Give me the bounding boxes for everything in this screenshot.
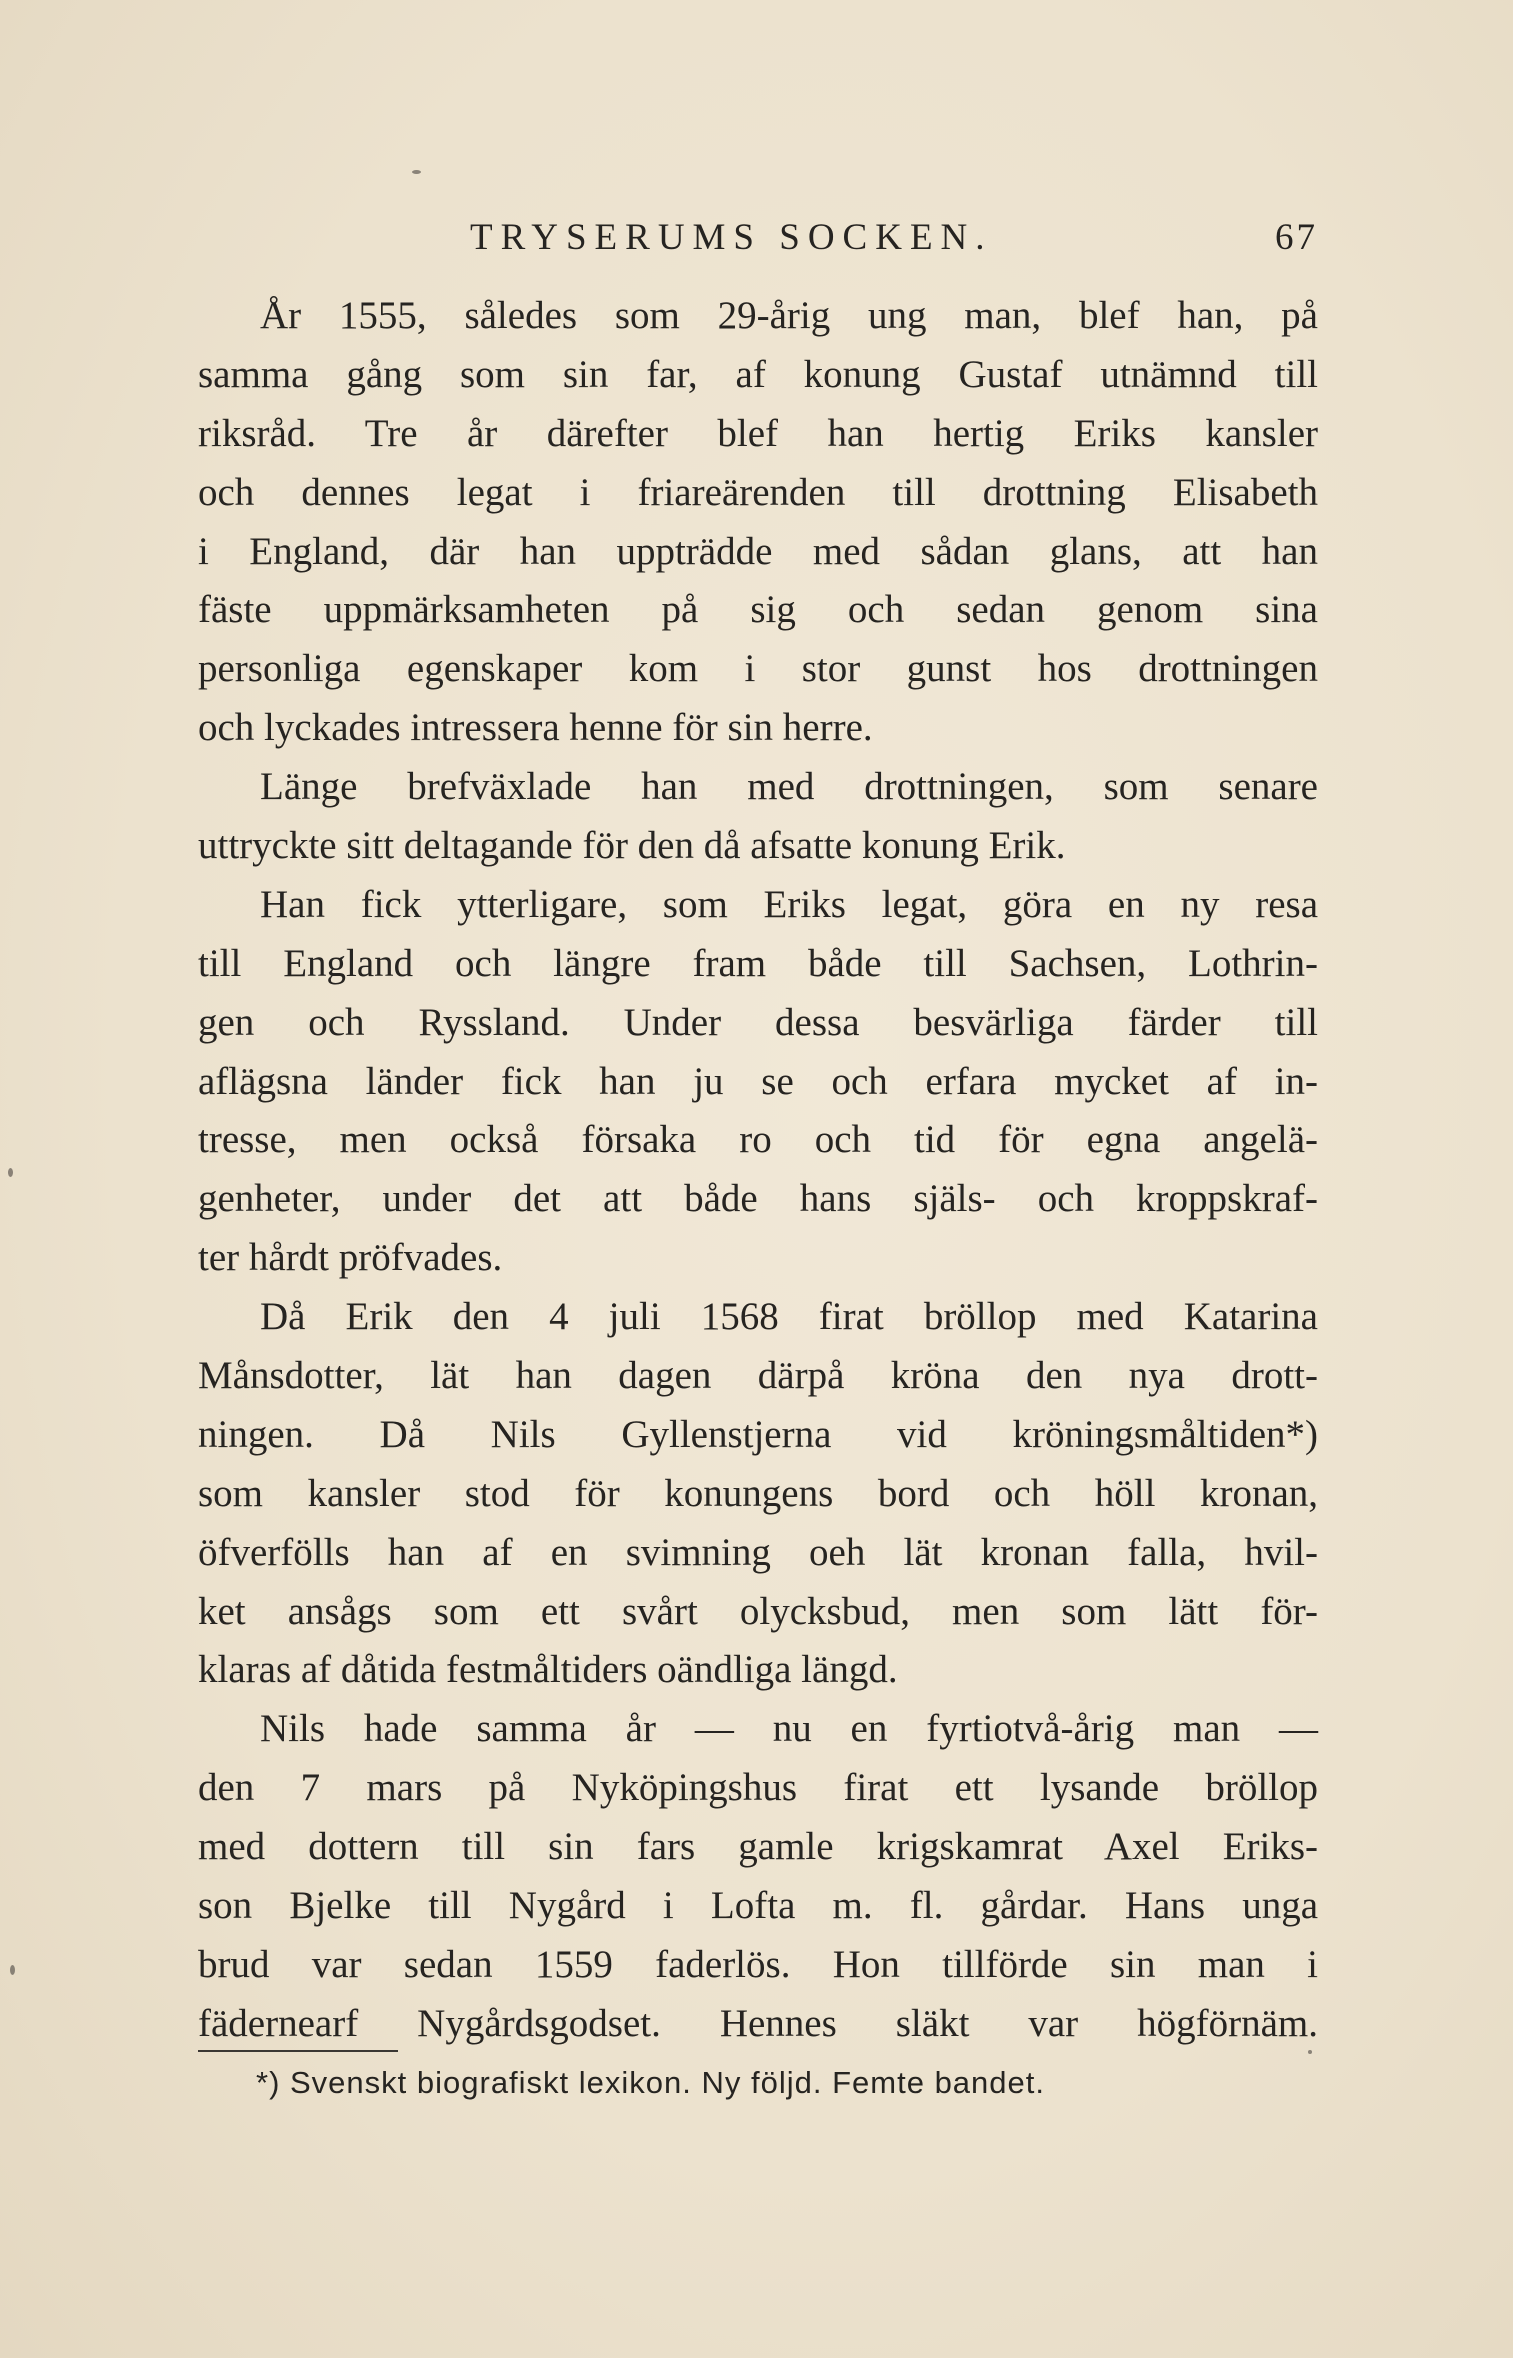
text-line: riksråd. Tre år därefter blef han hertig Eriks kansler — [198, 411, 1318, 455]
text-line: som kansler stod för konungens bord och höll kronan, — [198, 1471, 1318, 1515]
text-line: Månsdotter, lät han dagen därpå kröna den nya drott- — [198, 1354, 1318, 1398]
paper-speck — [10, 1965, 15, 1975]
text-line: tresse, men också försaka ro och tid för egna angelä- — [198, 1118, 1318, 1162]
text-line: År 1555, således som 29-årig ung man, blef han, på — [260, 294, 1318, 337]
running-head-title: TRYSERUMS SOCKEN. — [470, 217, 993, 258]
text-line: i England, där han uppträdde med sådan glans, att han — [198, 529, 1318, 573]
text-line: brud var sedan 1559 faderlös. Hon tillförde sin man i — [198, 1942, 1318, 1986]
text-line: Han fick ytterligare, som Eriks legat, göra en ny resa — [260, 882, 1318, 926]
paper-speck — [1308, 2050, 1312, 2054]
text-line: genheter, under det att både hans själs- och kroppskraf- — [198, 1177, 1318, 1221]
text-line: fädernearf Nygårdsgodset. Hennes släkt var högförnäm. — [198, 2001, 1318, 2045]
footnote-rule — [198, 2050, 398, 2052]
text-line: till England och längre fram både till Sachsen, Lothrin- — [198, 941, 1318, 985]
text-line: klaras af dåtida festmåltiders oändliga längd. — [198, 1648, 898, 1692]
page-number: 67 — [1275, 217, 1318, 258]
text-line: ket ansågs som ett svårt olycksbud, men som lätt för- — [198, 1589, 1318, 1633]
text-line: fäste uppmärksamheten på sig och sedan genom sina — [198, 588, 1318, 632]
text-line: aflägsna länder fick han ju se och erfara mycket af in- — [198, 1059, 1318, 1103]
text-line: son Bjelke till Nygård i Lofta m. fl. gårdar. Hans unga — [198, 1884, 1318, 1928]
text-line: och lyckades intressera henne för sin herre. — [198, 706, 873, 750]
text-line: öfverfölls han af en svimning oeh lät kronan falla, hvil- — [198, 1530, 1318, 1574]
running-head — [198, 215, 1318, 261]
paper-speck — [8, 1168, 13, 1177]
paper-speck — [412, 170, 421, 174]
footnote: *) Svenskt biografiskt lexikon. Ny följd. Femte bandet. — [256, 2065, 1045, 2100]
body-text — [198, 287, 1318, 2054]
text-line: Länge brefväxlade han med drottningen, som senare — [260, 765, 1318, 809]
text-line: och dennes legat i friareärenden till drottning Elisabeth — [198, 470, 1318, 514]
text-line: med dottern till sin fars gamle krigskamrat Axel Eriks- — [198, 1825, 1318, 1869]
text-line: Då Erik den 4 juli 1568 firat bröllop med Katarina — [260, 1295, 1318, 1339]
text-line: gen och Ryssland. Under dessa besvärliga färder till — [198, 1000, 1318, 1044]
text-line: uttryckte sitt deltagande för den då afsatte konung Erik. — [198, 824, 1066, 868]
text-line: Nils hade samma år — nu en fyrtiotvå-årig man — — [260, 1707, 1318, 1751]
text-line: samma gång som sin far, af konung Gustaf utnämnd till — [198, 352, 1318, 396]
text-line: den 7 mars på Nyköpingshus firat ett lysande bröllop — [198, 1766, 1318, 1810]
text-line: ningen. Då Nils Gyllenstjerna vid kröningsmåltiden*) — [198, 1412, 1318, 1456]
text-line: personliga egenskaper kom i stor gunst hos drottningen — [198, 647, 1318, 691]
text-line: ter hårdt pröfvades. — [198, 1236, 503, 1280]
